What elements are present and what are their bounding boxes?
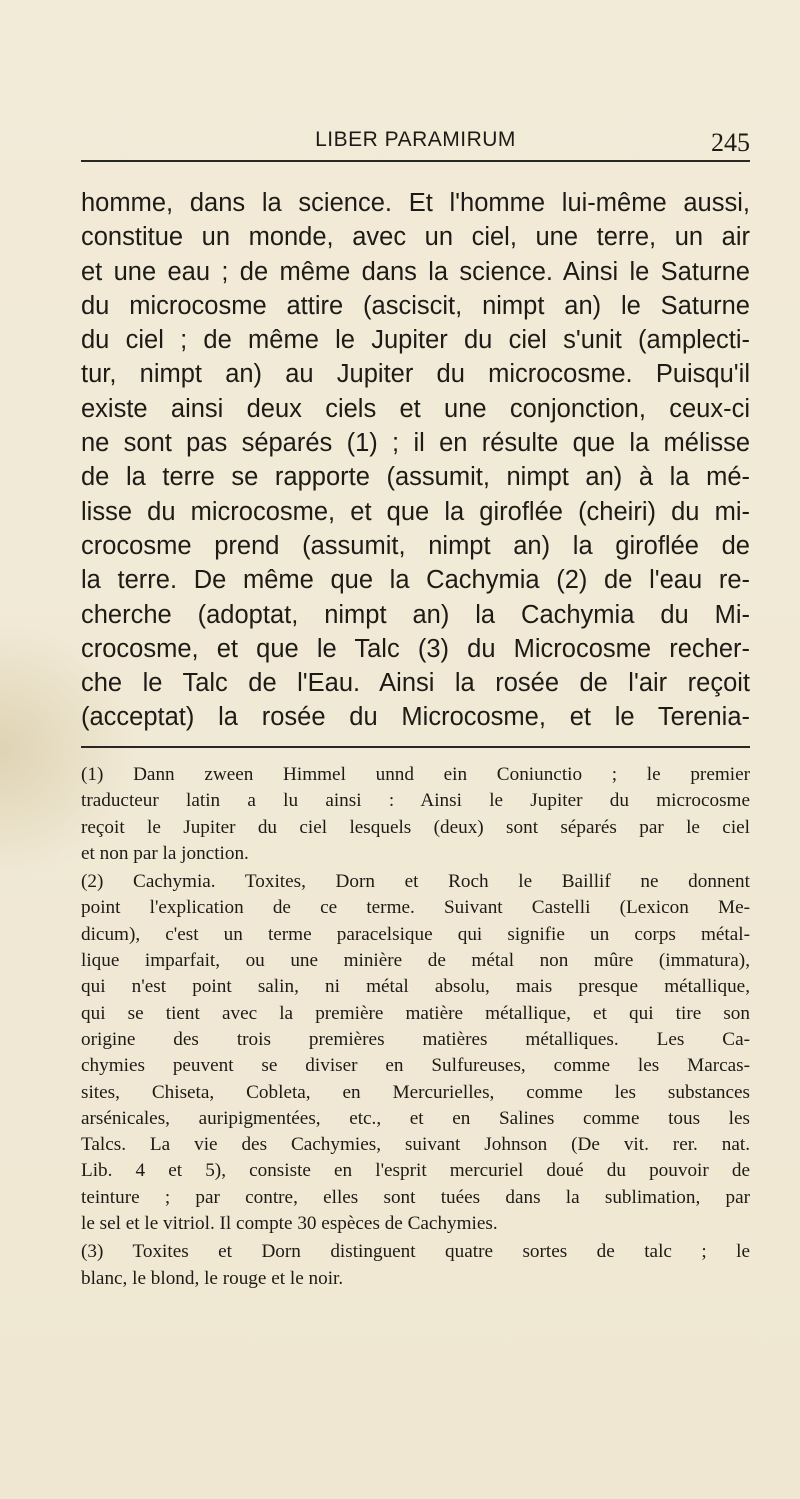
text-line: lisse du microcosme, et que la giroflée (cheiri) du mi- (81, 497, 750, 526)
footnote-line: (1) Dann zween Himmel unnd ein Coniunctio ; le premier (81, 764, 750, 785)
footnote-line: Talcs. La vie des Cachymies, suivant Johnson (De vit. rer. nat. (81, 1134, 750, 1156)
footnote-line: arsénicales, auripigmentées, etc., et en Salines comme tous les (81, 1107, 750, 1129)
text-line: che le Talc de l'Eau. Ainsi la rosée de l'air reçoit (81, 669, 750, 698)
footnote-line: (3) Toxites et Dorn distinguent quatre sortes de talc ; le (81, 1241, 750, 1263)
footnote-line: chymies peuvent se diviser en Sulfureuses, comme les Marcas- (81, 1055, 750, 1077)
footnote-line: sites, Chiseta, Cobleta, en Mercurielles, comme les substances (81, 1081, 750, 1103)
footnote-1 (81, 762, 750, 867)
footnote-line: traducteur latin a lu ainsi : Ainsi le Jupiter du microcosme (81, 790, 750, 812)
footnote-line: point l'explication de ce terme. Suivant Castelli (Lexicon Me- (81, 897, 750, 919)
text-line: (acceptat) la rosée du Microcosme, et le Terenia- (81, 703, 750, 732)
text-line: du microcosme attire (asciscit, nimpt an) le Saturne (81, 291, 750, 320)
running-title: LIBER PARAMIRUM (315, 128, 516, 151)
footnote-line: blanc, le blond, le rouge et le noir. (81, 1267, 344, 1289)
text-line: de la terre se rapporte (assumit, nimpt an) à la mé- (81, 463, 750, 492)
footnote-2 (81, 869, 750, 1237)
text-line: crocosme, et que le Talc (3) du Microcosme recher- (81, 634, 750, 663)
text-line: la terre. De même que la Cachymia (2) de l'eau re- (81, 566, 750, 595)
text-line: homme, dans la science. Et l'homme lui-même aussi, (81, 189, 750, 217)
footnote-line: origine des trois premières matières métalliques. Les Ca- (81, 1028, 750, 1050)
footnote-line: reçoit le Jupiter du ciel lesquels (deux) sont séparés par le ciel (81, 816, 750, 838)
footnote-rule (81, 746, 750, 748)
text-line: tur, nimpt an) au Jupiter du microcosme. Puisqu'il (81, 360, 750, 389)
footnotes (81, 762, 750, 1292)
page-header (81, 118, 750, 158)
text-line: existe ainsi deux ciels et une conjonction, ceux-ci (81, 394, 750, 423)
footnote-line: et non par la jonction. (81, 842, 249, 864)
header-rule (81, 160, 750, 162)
footnote-line: Lib. 4 et 5), consiste en l'esprit mercuriel doué du pouvoir de (81, 1160, 750, 1182)
footnote-line: dicum), c'est un terme paracelsique qui signifie un corps métal- (81, 923, 750, 945)
footnote-3 (81, 1239, 750, 1292)
footnote-line: teinture ; par contre, elles sont tuées dans la sublimation, par (81, 1186, 750, 1208)
footnote-line: lique imparfait, ou une minière de métal non mûre (immatura), (81, 950, 750, 972)
page-number: 245 (711, 128, 750, 157)
footnote-line: (2) Cachymia. Toxites, Dorn et Roch le Baillif ne donnent (81, 871, 750, 893)
text-line: crocosme prend (assumit, nimpt an) la giroflée de (81, 531, 750, 560)
main-text (81, 186, 750, 735)
footnote-line: le sel et le vitriol. Il compte 30 espèces de Cachymies. (81, 1213, 498, 1235)
text-line: ne sont pas séparés (1) ; il en résulte que la mélisse (81, 429, 750, 458)
footnote-line: qui n'est point salin, ni métal absolu, mais presque métallique, (81, 976, 750, 998)
text-line: cherche (adoptat, nimpt an) la Cachymia du Mi- (81, 600, 750, 629)
text-line: constitue un monde, avec un ciel, une terre, un air (81, 223, 750, 252)
text-line: du ciel ; de même le Jupiter du ciel s'unit (amplecti- (81, 326, 750, 355)
text-line: et une eau ; de même dans la science. Ainsi le Saturne (81, 257, 750, 286)
footnote-line: qui se tient avec la première matière métallique, et qui tire son (81, 1002, 750, 1024)
